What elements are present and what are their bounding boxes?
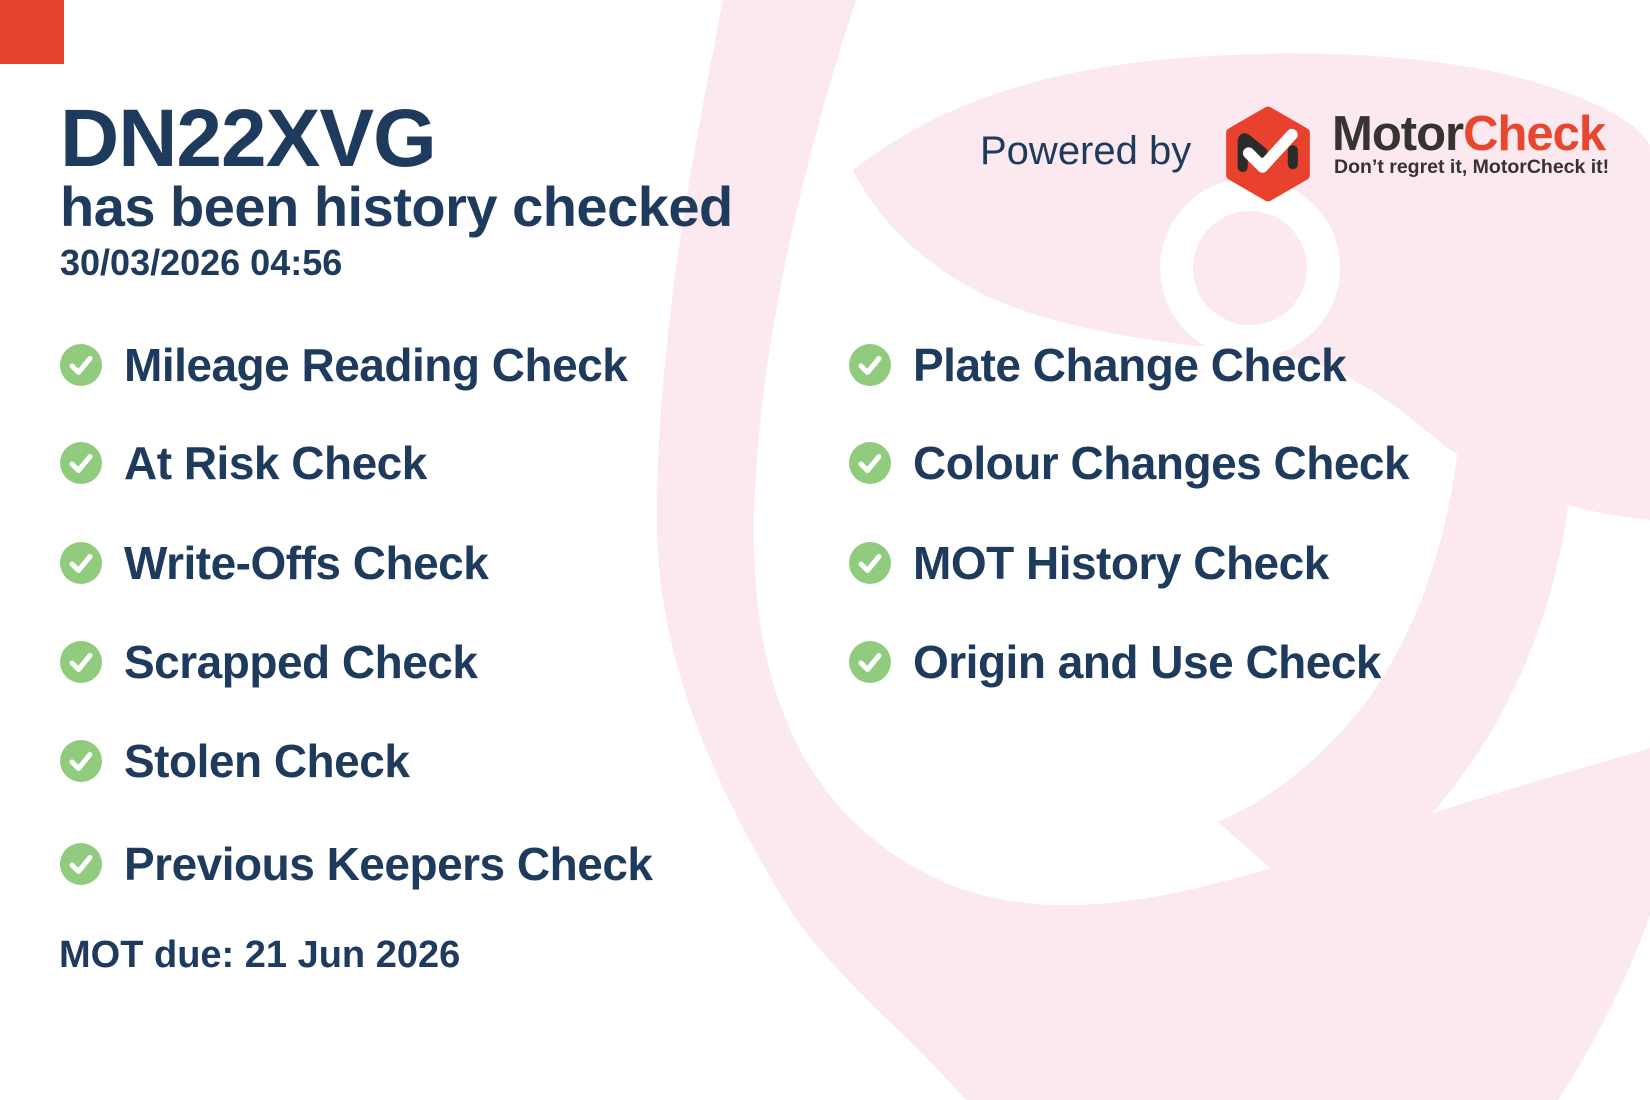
check-row: [849, 339, 1347, 391]
brand-name-check: Check: [1463, 107, 1606, 161]
check-label: Write-Offs Check: [124, 537, 489, 589]
brand-name: [1332, 107, 1606, 161]
motorcheck-logo-icon: [1222, 106, 1314, 202]
check-label: Scrapped Check: [124, 636, 478, 688]
check-circle-icon: [849, 442, 891, 484]
check-circle-icon: [849, 542, 891, 584]
check-circle-icon: [60, 843, 102, 885]
check-label: At Risk Check: [124, 437, 427, 489]
check-circle-icon: [60, 442, 102, 484]
page-title: has been history checked: [60, 175, 733, 238]
check-row: [60, 735, 410, 787]
check-row: [60, 537, 489, 589]
check-label: Stolen Check: [124, 735, 410, 787]
check-circle-icon: [60, 641, 102, 683]
check-circle-icon: [849, 641, 891, 683]
registration-plate: DN22XVG: [60, 93, 436, 184]
check-timestamp: 30/03/2026 04:56: [60, 242, 343, 283]
check-circle-icon: [60, 542, 102, 584]
check-label: MOT History Check: [913, 537, 1329, 589]
check-label: Previous Keepers Check: [124, 838, 653, 890]
check-label: Colour Changes Check: [913, 437, 1410, 489]
check-circle-icon: [60, 740, 102, 782]
check-row: [849, 636, 1382, 688]
corner-accent: [0, 0, 64, 64]
check-row: [60, 437, 427, 489]
check-label: Mileage Reading Check: [124, 339, 628, 391]
brand-tagline: Don’t regret it, MotorCheck it!: [1334, 156, 1610, 178]
check-row: [60, 636, 478, 688]
check-row: [60, 339, 628, 391]
wheel-hub-ring-icon: [1160, 178, 1340, 358]
check-row: [849, 437, 1410, 489]
powered-by-label: Powered by: [980, 129, 1192, 173]
check-row: [60, 838, 653, 890]
check-circle-icon: [60, 344, 102, 386]
check-label: Origin and Use Check: [913, 636, 1382, 688]
check-circle-icon: [849, 344, 891, 386]
brand-name-motor: Motor: [1332, 107, 1464, 161]
mot-due-date: MOT due: 21 Jun 2026: [59, 934, 461, 976]
check-row: [849, 537, 1329, 589]
check-label: Plate Change Check: [913, 339, 1347, 391]
